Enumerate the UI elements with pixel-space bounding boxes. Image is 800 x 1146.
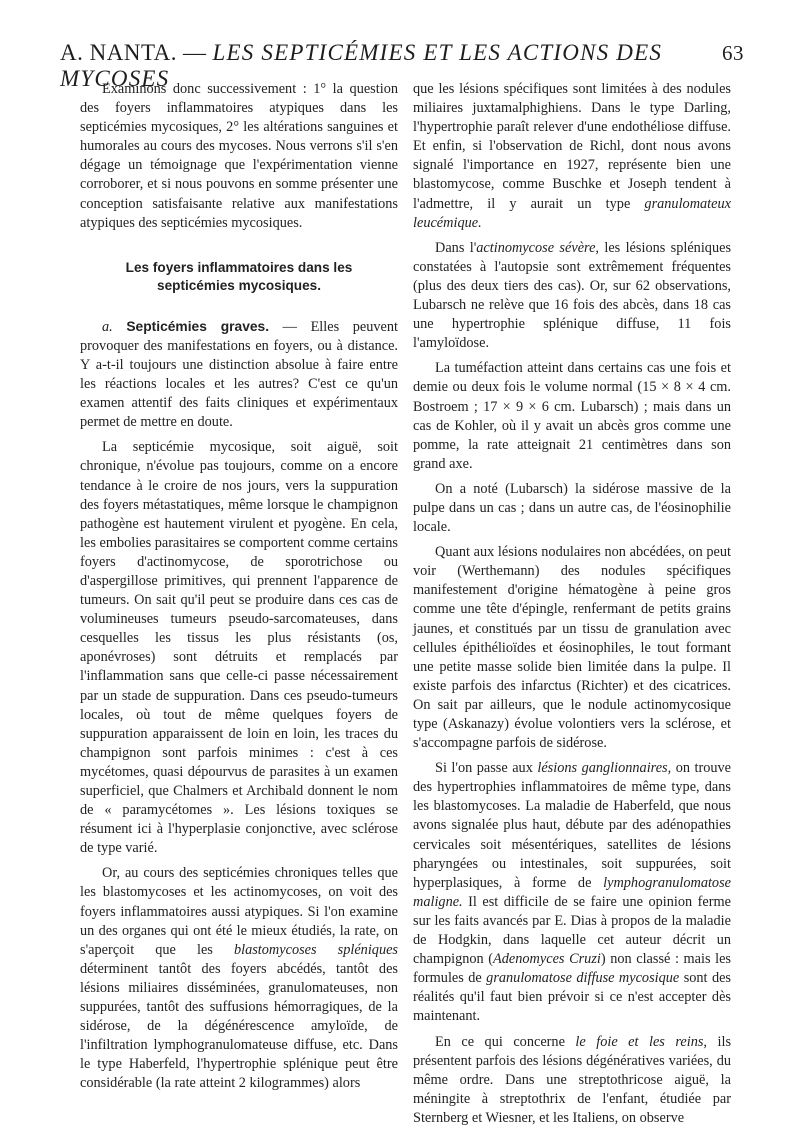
header-dash: — [183, 40, 207, 65]
paragraph-septicemie-mycosique: La septicémie mycosique, soit aiguë, soit chronique, n'évolue pas toujours, comme on a encore tendance à le croire de nos jours, vers la suppuration des foyers métastatiques, même lorsque le champignon pathogène est hautement virulent et pyogène. En cela, les embolies parasitaires se comportent comme certains foyers d'actinomycose, de sporotrichose ou d'aspergillose primitives, qui prennent l'apparence de tumeurs. On sait qu'il peut se produire dans ces cas de volumineuses tumeurs pseudo-sarcomateuses, dans cesquelles les tissus les plus résistants (os, aponévroses) sont détruits et remplacés par l'inflammation sans que celle-ci passe nécessairement par un stade de suppuration. Dans ces pseudo-tumeurs locales, où tout de même quelques foyers de suppuration apparaissent de loin en loin, les traces du champignon sont parfois minimes : c'est à ces mycétomes, quasi dépourvus de parasites à un examen superficiel, que Chalmers et Archibald donnent le nom de « paramycétomes ». Les lésions toxiques se résument ici à l'hyperplasie conjonctive, avec sclérose de type varié. [80, 439, 398, 857]
paragraph-text: on trouve des hypertrophies inflammatoires de même type, dans les blastomycoses. La maladie de Haberfeld, que nous avons signalée plus haut, débute par des adénopathies cervicales soit mésentériques, satellites de lésions pharyngées ou intestinales, soit suppurées, soit hyperplasiques, à forme de [413, 760, 731, 891]
running-header [60, 40, 744, 91]
italic-term: le foie et les reins, [575, 1033, 707, 1050]
italic-term: actinomycose sévère, [476, 239, 599, 256]
paragraph-text: Si l'on passe aux [435, 760, 533, 777]
paragraph-foie-reins [413, 1033, 731, 1128]
paragraph-intro: Examinons donc successivement : 1° la question des foyers inflammatoires atypiques dans les septicémies mycosiques, 2° les altérations sanguines et humorales au cours des mycoses. Nous verrons s'il s'en dégage un témoignage que l'expérimentation vienne corroborer, et si nous pouvons en somme présenter une conception satisfaisante relative aux manifestations atypiques des septicémies mycosiques. [80, 81, 398, 231]
italic-term: granulomatose diffuse mycosique [486, 970, 680, 987]
right-column [413, 80, 731, 1128]
italic-term: blastomycoses spléniques [233, 941, 398, 958]
paragraph-text: déterminent tantôt des foyers abcédés, tantôt des lésions miliaires disséminées, granulomateuses, non suppurées, tantôt des suffusions hémorragiques, de la sidérose, de la dégénérescence amyloïde, de l'infiltration lymphogranulomateuse diffuse, etc. Dans le type Haberfeld, l'hypertrophie splénique peut être considérable (la rate atteint 2 kilogrammes) alors [80, 960, 398, 1092]
paragraph-text: sont des réalités qu'il faut bien prévoir si ce n'est accepter dès maintenant. [413, 970, 731, 1025]
paragraph-text: ils présentent parfois des lésions dégénératives variées, du même ordre. Dans une streptothricose aiguë, la méningite à streptothrix de l'enfant, étudiée par Sternberg et Wiesner, et les Italiens, on observe [413, 1033, 732, 1126]
author-name: A. NANTA. [60, 40, 178, 65]
paragraph-septicemies-chroniques [80, 864, 398, 1093]
paragraph-text: En ce qui concerne [435, 1033, 565, 1050]
italic-term: Adenomyces Cruzi [493, 951, 601, 968]
paragraph-lesions-ganglionnaires [413, 759, 731, 1026]
section-label: a. [102, 318, 113, 335]
page-number: 63 [722, 41, 744, 65]
paragraph-continued [413, 80, 731, 233]
italic-term: lymphogranulomatose maligne. [413, 874, 731, 910]
paragraph-text: les lésions spléniques constatées à l'autopsie sont extrêmement fréquentes (plus des deux tiers des cas). Or, sur 62 observations, Lubarsch ne relève que 16 fois des abcès, dans 18 cas une hypertrophie splénique diffuse, 11 fois l'amyloïdose. [413, 239, 732, 352]
paragraph-tumefaction: La tuméfaction atteint dans certains cas une fois et demie ou deux fois le volume normal (15 × 8 × 4 cm. Bostroem ; 17 × 9 × 6 cm. Lubarsch) ; mais dans un cas de Kohler, où il y avait un abcès gros comme une pomme, la rate atteignait 21 centimètres dans son grand axe. [413, 360, 731, 472]
section-subheading: Les foyers inflammatoires dans les septicémies mycosiques. [125, 259, 353, 293]
italic-term: granulomateux leucémique. [413, 195, 731, 231]
paragraph-siderose: On a noté (Lubarsch) la sidérose massive de la pulpe dans un cas ; dans un autre cas, de l'éosinophilie locale. [413, 480, 731, 536]
paragraph-text: Il est difficile de se faire une opinion ferme sur les faits avancés par E. Dias à propos de la maladie de Hodgkin, dans laquelle cet auteur décrit un champignon ( [413, 893, 731, 968]
paragraph-text: ) non classé : mais les formules de [413, 951, 731, 987]
italic-term: lésions ganglionnaires, [537, 760, 672, 777]
running-title: LES SEPTICÉMIES ET LES ACTIONS DES MYCOSES [60, 40, 663, 91]
section-title: Septicémies graves. [126, 318, 270, 334]
paragraph-actinomycose [413, 239, 731, 354]
paragraph-lesions-nodulaires: Quant aux lésions nodulaires non abcédées, on peut voir (Werthemann) des nodules spécifiques manifestement d'origine hématogène à peine gros comme une tête d'épingle, renfermant de petits grains jaunes, et constitués par un tissu de granulation avec cellules épithélioïdes et éosinophiles, le tout formant une petite masse solide bien limitée dans la pulpe. Il existe parfois des infarctus (Richter) et des cicatrices. On sait par ailleurs, que le nodule actinomycosique type (Askanazy) évolue volontiers vers la sclérose, et s'accompagne parfois de sidérose. [413, 544, 731, 752]
paragraph-text: Or, au cours des septicémies chroniques telles que les blastomycoses et les actinomycoses, on voit des foyers inflammatoires aussi atypiques. Si l'on examine un des organes qui ont été le mieux étudiés, la rate, on s'aperçoit que les [80, 865, 398, 958]
paragraph-text: Dans l' [435, 239, 477, 256]
paragraph-septicemies-graves [80, 317, 398, 433]
left-column [80, 80, 398, 1094]
paragraph-text: que les lésions spécifiques sont limitées à des nodules miliaires juxtamalphighiens. Dans le type Darling, l'hypertrophie paraît relever d'une endothéliose diffuse. Et enfin, si l'observation de Richl, dont nous avons signalé l'importance en 1927, représente bien une blastomycose, comme Buschke et Joseph tendent à l'admettre, il y aurait un type [413, 81, 731, 212]
paragraph-text: — Elles peuvent provoquer des manifestations en foyers, ou à distance. Y a-t-il toujours une distinction absolue à faire entre les réactions locales et les autres? C'est ce qu'un examen attentif des faits cliniques et expérimentaux permet de mettre en doute. [80, 318, 399, 431]
